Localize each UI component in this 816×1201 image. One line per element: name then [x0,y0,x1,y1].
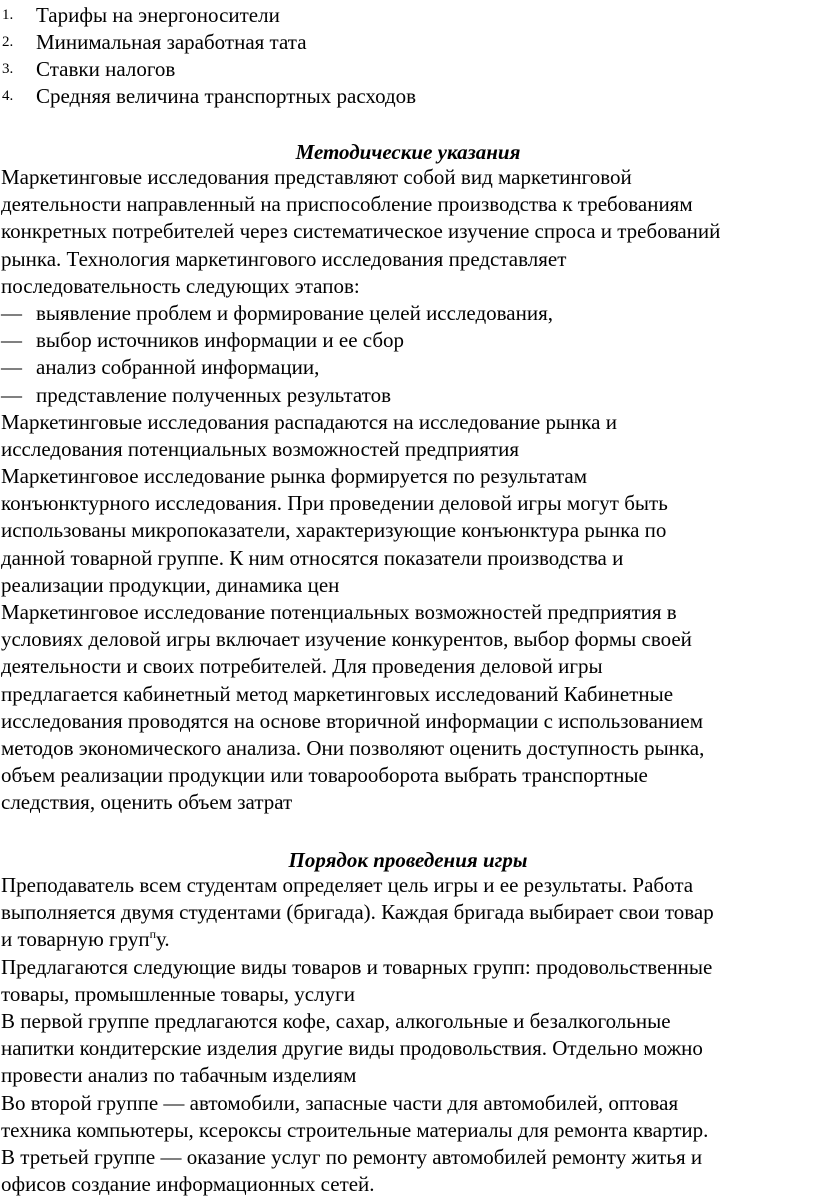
text-line: использованы микропоказатели, характеризующие конъюнктура рынка по [1,518,667,543]
text-line: В третьей группе — оказание услуг по ремонту автомобилей ремонту житья и [1,1144,703,1169]
dash-marker: — [1,382,22,407]
dash-list-item [0,354,816,381]
text-line-with-superscript [0,926,816,953]
text-line: офисов создание информационных сетей. [1,1172,375,1197]
list-item [0,83,816,110]
dash-marker: — [1,328,22,353]
dash-text: выбор источников информации и ее сбор [36,328,405,353]
text-line: данной товарной группе. К ним относятся показатели производства и [1,545,624,570]
list-text: Средняя величина транспортных расходов [36,84,417,108]
text-line: деятельности направленный на приспособление производства к требованиям [1,192,693,217]
list-number: 1. [2,7,14,23]
text-line: конкретных потребителей через систематическое изучение спроса и требований [1,219,721,244]
list-number: 2. [2,34,14,50]
text-line: конъюнктурного исследования. При проведении деловой игры могут быть [1,491,668,516]
text-fragment: и товарную груп [1,927,150,952]
text-line: предлагается кабинетный метод маркетинговых исследований Кабинетные [1,681,674,706]
text-line: Преподаватель всем студентам определяет цель игры и ее результаты. Работа [1,873,694,897]
text-line: следствия, оценить объем затрат [1,790,293,815]
text-line: условиях деловой игры включает изучение конкурентов, выбор формы своей [1,627,692,652]
text-line: В первой группе предлагаются кофе, сахар, алкогольные и безалкогольные [1,1008,671,1033]
text-line: реализации продукции, динамика цен [1,572,340,597]
list-number: 3. [2,61,14,77]
section-body-methodical [0,164,816,817]
section-body-procedure [0,872,816,1198]
dash-text: анализ собранной информации, [36,355,320,380]
text-line: исследования проводятся на основе вторичной информации с использованием [1,708,703,733]
text-line: товары, промышленные товары, услуги [1,981,355,1006]
dash-list-item [0,300,816,327]
text-line: объем реализации продукции или товарооборота выбрать транспортные [1,763,648,788]
text-line: методов экономического анализа. Они позволяют оценить доступность рынка, [1,735,705,760]
text-line: рынка. Технология маркетингового исследования представляет [1,246,567,271]
list-number: 4. [2,88,14,104]
list-text: Минимальная заработная тата [36,30,307,54]
dash-marker: — [1,355,22,380]
text-line: провести анализ по табачным изделиям [1,1063,357,1088]
text-line: напитки кондитерские изделия другие виды продовольствия. Отдельно можно [1,1036,703,1061]
superscript-letter: п [149,927,157,942]
dash-text: представление полученных результатов [36,382,391,407]
text-line: Предлагаются следующие виды товаров и товарных групп: продовольственные [1,954,713,979]
numbered-list [0,2,816,110]
text-line: Маркетинговое исследование рынка формируется по результатам [1,464,587,489]
text-line: выполняется двумя студентами (бригада). Каждая бригада выбирает свои товар [1,900,714,925]
text-line: деятельности и своих потребителей. Для проведения деловой игры [1,654,603,679]
text-fragment: у. [156,927,170,952]
list-item [0,29,816,56]
dash-list-item [0,327,816,354]
text-line: Во второй группе — автомобили, запасные части для автомобилей, оптовая [1,1090,679,1115]
dash-list-item [0,382,816,409]
text-line: техника компьютеры, ксероксы строительные материалы для ремонта квартир. [1,1117,709,1142]
text-line: последовательность следующих этапов: [1,273,360,298]
list-text: Тарифы на энергоносители [36,3,280,27]
text-line: Маркетинговые исследования представляют собой вид маркетинговой [1,165,632,189]
list-item [0,56,816,83]
text-line: Маркетинговое исследование потенциальных возможностей предприятия в [1,600,677,624]
list-text: Ставки налогов [36,57,176,81]
list-item [0,2,816,29]
section-heading-methodical: Методические указания [295,140,521,164]
dash-text: выявление проблем и формирование целей исследования, [36,300,554,325]
section-heading-procedure: Порядок проведения игры [288,848,528,872]
text-line: Маркетинговые исследования распадаются на исследование рынка и [1,409,617,434]
text-line: исследования потенциальных возможностей предприятия [1,436,520,461]
dash-marker: — [1,300,22,325]
